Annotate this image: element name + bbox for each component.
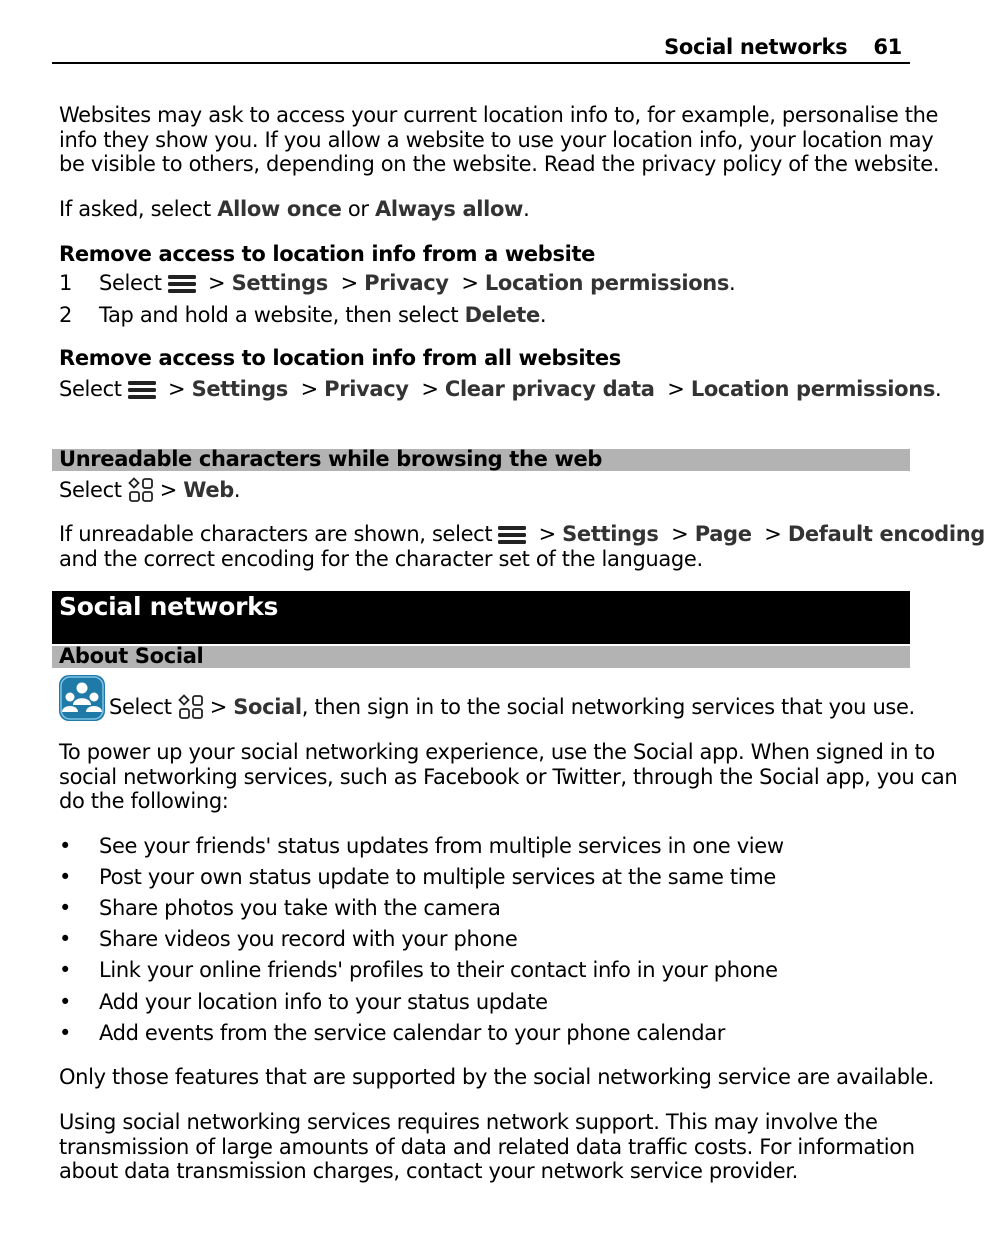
- text: If unreadable characters are shown, select: [59, 522, 493, 546]
- step-number: 2: [59, 303, 73, 327]
- apps-grid-icon: [178, 694, 204, 720]
- text: or: [341, 197, 376, 221]
- list-item-text: Link your online friends' profiles to their contact info in your phone: [99, 958, 778, 982]
- menu-icon: [128, 380, 156, 400]
- page-header: [52, 33, 910, 64]
- network-line: Using social networking services requires network support. This may involve the: [59, 1110, 878, 1134]
- section-title: Social networks: [59, 592, 279, 621]
- gt: >: [208, 271, 226, 295]
- bullet: •: [59, 865, 72, 889]
- text: .: [233, 478, 241, 502]
- menu-icon: [168, 274, 196, 294]
- select-web-line: [59, 477, 911, 503]
- delete-option: Delete: [464, 303, 540, 327]
- location-permissions-option: Location permissions: [484, 271, 730, 295]
- menu-icon: [498, 525, 526, 545]
- header-title: Social networks: [664, 35, 848, 59]
- gt: >: [671, 522, 689, 546]
- location-permissions-option: Location permissions: [690, 377, 935, 401]
- remove-all-heading: Remove access to location info from all websites: [59, 346, 621, 370]
- about-social-heading: About Social: [59, 644, 204, 668]
- step-text: [99, 271, 735, 295]
- settings-option: Settings: [191, 377, 288, 401]
- gt: >: [168, 377, 186, 401]
- intro-line: Websites may ask to access your current location info to, for example, personalise the: [59, 103, 939, 127]
- web-option: Web: [183, 478, 234, 502]
- gt: >: [667, 377, 685, 401]
- remove-website-heading: Remove access to location info from a website: [59, 242, 596, 266]
- about-social-bar: [52, 646, 910, 668]
- intro-line: be visible to others, depending on the website. Read the privacy policy of the website.: [59, 152, 940, 176]
- always-allow-option: Always allow: [375, 197, 524, 221]
- encoding-paragraph: [59, 522, 985, 571]
- list-item-text: Add events from the service calendar to your phone calendar: [99, 1021, 726, 1045]
- social-intro-paragraph: [59, 740, 958, 814]
- social-app-icon: [59, 675, 105, 721]
- network-support-paragraph: [59, 1110, 915, 1184]
- intro-line: info they show you. If you allow a website to use your location info, your location may: [59, 127, 934, 152]
- text: , then sign in to the social networking services that you use.: [301, 695, 915, 719]
- social-option: Social: [233, 695, 302, 719]
- step-number: 1: [59, 271, 73, 295]
- gt: >: [300, 377, 318, 401]
- social-intro-line: do the following:: [59, 789, 229, 813]
- apps-grid-icon: [128, 477, 154, 503]
- page-option: Page: [694, 522, 752, 546]
- gt: >: [209, 695, 227, 719]
- list-item-text: Share videos you record with your phone: [99, 927, 518, 951]
- allow-once-option: Allow once: [217, 197, 342, 221]
- supported-features-note: Only those features that are supported by the social networking service are available.: [59, 1065, 935, 1089]
- page-number: 61: [873, 35, 902, 59]
- step-text: [99, 303, 546, 327]
- gt: >: [340, 271, 358, 295]
- gt: >: [538, 522, 556, 546]
- gt: >: [461, 271, 479, 295]
- if-asked-paragraph: [59, 197, 911, 222]
- privacy-option: Privacy: [364, 271, 449, 295]
- text: Select: [59, 377, 122, 401]
- privacy-option: Privacy: [324, 377, 409, 401]
- bullet: •: [59, 834, 72, 858]
- text: .: [523, 197, 530, 221]
- network-line: transmission of large amounts of data and related data traffic costs. For information: [59, 1134, 915, 1159]
- bullet: •: [59, 990, 72, 1014]
- section-title-bar: [52, 591, 910, 644]
- unreadable-heading-bar: [52, 449, 910, 471]
- clear-privacy-data-option: Clear privacy data: [444, 377, 655, 401]
- gt: >: [764, 522, 782, 546]
- select-social-line: [109, 694, 915, 720]
- bullet: •: [59, 927, 72, 951]
- network-line: about data transmission charges, contact your network service provider.: [59, 1159, 799, 1183]
- social-intro-line: social networking services, such as Facebook or Twitter, through the Social app, you can: [59, 764, 958, 789]
- unreadable-heading: Unreadable characters while browsing the web: [59, 447, 603, 471]
- text: Tap and hold a website, then select: [99, 303, 465, 327]
- list-item-text: Share photos you take with the camera: [99, 896, 501, 920]
- bullet: •: [59, 958, 72, 982]
- remove-all-path: [59, 377, 942, 402]
- list-item-text: See your friends' status updates from multiple services in one view: [99, 834, 784, 858]
- running-title: [664, 35, 902, 59]
- text: .: [539, 303, 547, 327]
- gt: >: [159, 478, 177, 502]
- settings-option: Settings: [231, 271, 328, 295]
- encoding-line-1: [59, 522, 985, 547]
- intro-paragraph: [59, 103, 940, 177]
- encoding-line-2: and the correct encoding for the character set of the language.: [59, 546, 703, 571]
- bullet: •: [59, 1021, 72, 1045]
- text: Select: [99, 271, 162, 295]
- default-encoding-option: Default encoding: [787, 522, 985, 546]
- settings-option: Settings: [562, 522, 659, 546]
- text: .: [934, 377, 942, 401]
- text: If asked, select: [59, 197, 218, 221]
- list-item-text: Post your own status update to multiple services at the same time: [99, 865, 776, 889]
- gt: >: [421, 377, 439, 401]
- social-intro-line: To power up your social networking experience, use the Social app. When signed in to: [59, 740, 935, 764]
- text: Select: [59, 478, 122, 502]
- text: Select: [109, 695, 172, 719]
- list-item-text: Add your location info to your status update: [99, 990, 548, 1014]
- bullet: •: [59, 896, 72, 920]
- text: .: [729, 271, 736, 295]
